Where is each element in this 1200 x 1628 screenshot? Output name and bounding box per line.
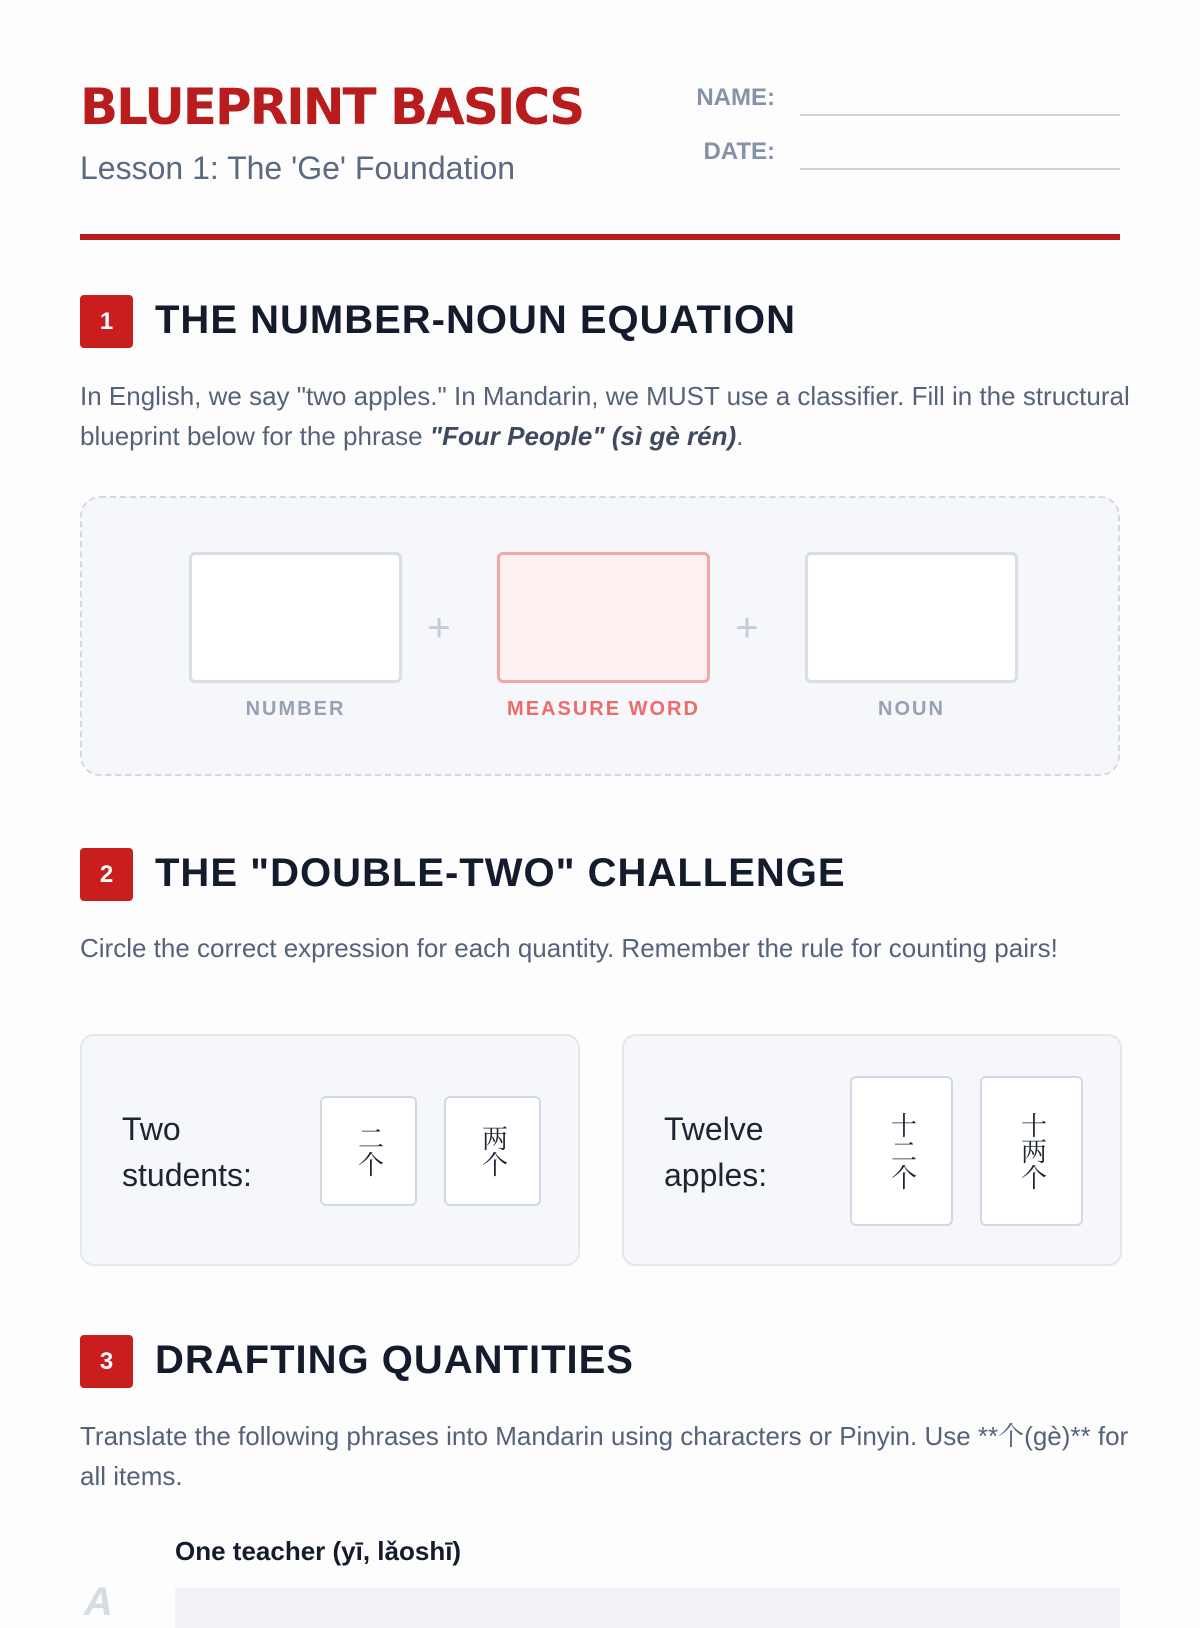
section-1-desc-emphasis: "Four People" (sì gè rén) [429, 421, 737, 451]
question-card-twelve-apples [622, 1034, 1122, 1266]
section-1-description [80, 376, 1130, 456]
section-3-title: DRAFTING QUANTITIES [155, 1338, 634, 1382]
section-3-description: Translate the following phrases into Mandarin using characters or Pinyin. Use **个(gè)** for all items. [80, 1421, 1129, 1491]
question-text: Two students: [122, 1111, 252, 1193]
option-shi-liang-ge[interactable]: 十两个 [980, 1076, 1083, 1226]
option-liang-ge[interactable]: 两个 [444, 1096, 541, 1206]
measure-word-slot-label: MEASURE WORD [507, 698, 700, 720]
item-number: A [84, 1580, 113, 1624]
section-1-desc-text: In English, we say "two apples." In Mandarin, we MUST use a classifier. Fill in the structural blueprint below for the phrase [80, 381, 1130, 451]
question-card-two-students [80, 1034, 580, 1266]
section-1-title: THE NUMBER-NOUN EQUATION [155, 298, 797, 342]
section-2-badge: 2 [80, 848, 133, 901]
name-label: NAME: [696, 84, 775, 111]
answer-field[interactable] [175, 1588, 1120, 1628]
blueprint-equation [80, 496, 1120, 776]
header-divider [80, 234, 1120, 240]
section-2-description: Circle the correct expression for each quantity. Remember the rule for counting pairs! [80, 933, 1058, 963]
measure-word-slot[interactable] [497, 552, 710, 683]
section-3-badge: 3 [80, 1335, 133, 1388]
worksheet-title: BLUEPRINT BASICS [80, 78, 584, 136]
option-shi-er-ge[interactable]: 十二个 [850, 1076, 953, 1226]
lesson-subtitle: Lesson 1: The 'Ge' Foundation [80, 150, 516, 186]
item-prompt: One teacher (yī, lǎoshī) [175, 1536, 462, 1566]
plus-icon: + [427, 606, 451, 650]
name-row [696, 84, 1120, 124]
option-er-ge[interactable]: 二个 [320, 1096, 417, 1206]
name-field[interactable] [800, 114, 1120, 116]
date-field[interactable] [800, 168, 1120, 170]
noun-slot-label: NOUN [878, 698, 945, 720]
number-slot-label: NUMBER [245, 698, 346, 720]
noun-slot[interactable] [805, 552, 1018, 683]
plus-icon: + [735, 606, 759, 650]
section-1-badge: 1 [80, 295, 133, 348]
section-2-title: THE "DOUBLE-TWO" CHALLENGE [155, 851, 846, 895]
date-row [700, 138, 1120, 178]
section-1-desc-end: . [736, 421, 744, 451]
number-slot[interactable] [189, 552, 402, 683]
question-text: Twelve apples: [664, 1111, 768, 1193]
date-label: DATE: [703, 138, 775, 165]
